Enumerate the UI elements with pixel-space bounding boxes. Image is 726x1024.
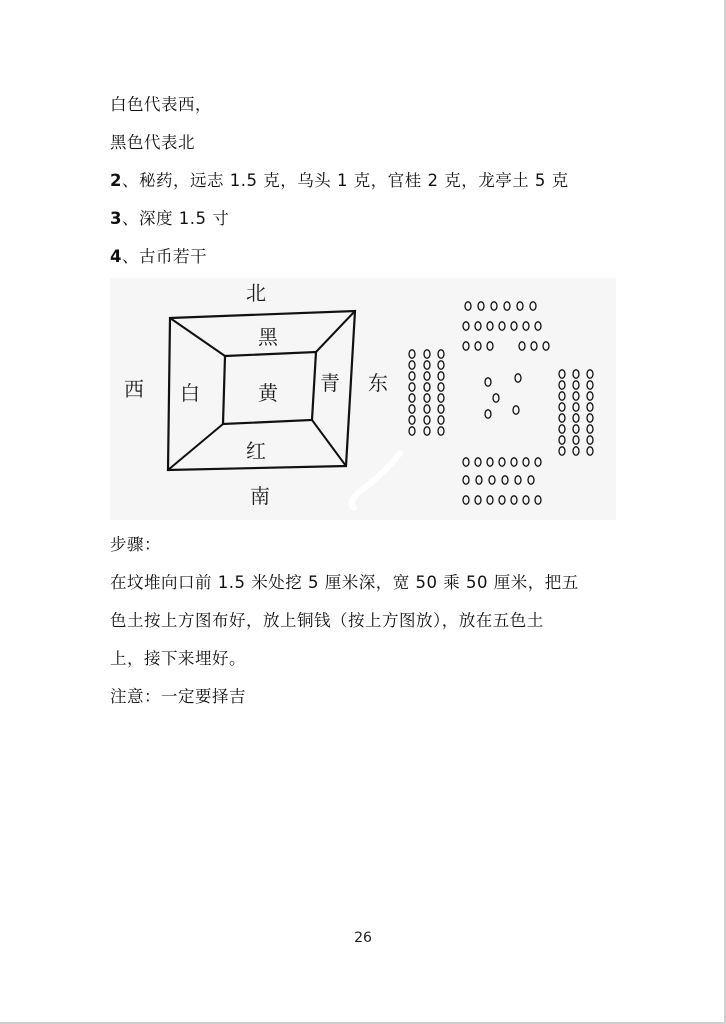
label-south: 南 [250,484,270,508]
coin [424,394,430,402]
coin [587,425,593,433]
coin [463,458,469,466]
coin [424,361,430,369]
white-smear [352,453,400,508]
list-text: 、古币若干 [121,247,207,266]
label-cyan: 青 [320,371,340,395]
five-color-soil-diagram [110,278,616,520]
diagram-svg [110,278,616,520]
coin [424,372,430,380]
coin [485,410,491,418]
coin [424,416,430,424]
list-item-3 [110,209,229,229]
coin [559,403,565,411]
coin [465,302,471,310]
coin [573,403,579,411]
coin [530,302,536,310]
coin [438,405,444,413]
coin [587,403,593,411]
coin [438,416,444,424]
coin [587,436,593,444]
coin [463,476,469,484]
coin [528,476,534,484]
coin [409,350,415,358]
coin [587,370,593,378]
label-west: 西 [124,377,144,401]
coin [489,476,495,484]
coin [409,383,415,391]
coin [493,394,499,402]
coin [475,458,481,466]
note-line: 注意：一定要择吉 [110,687,246,706]
label-north: 北 [246,281,266,305]
coin [517,302,523,310]
coin [535,322,541,330]
coin [424,383,430,391]
coin [475,496,481,504]
label-red: 红 [246,439,266,463]
coin [587,414,593,422]
coin [409,416,415,424]
coin [511,496,517,504]
coin [515,374,521,382]
coin [523,496,529,504]
page-number: 26 [354,930,372,946]
list-number: 2 [110,171,122,190]
coin [424,350,430,358]
label-black: 黑 [258,325,278,349]
coin [513,406,519,414]
coin [499,322,505,330]
coin [409,405,415,413]
coin [559,392,565,400]
coin [409,372,415,380]
list-number: 3 [110,209,122,228]
list-item-4 [110,247,207,267]
text-line-black-north: 黑色代表北 [110,133,195,152]
coin [511,322,517,330]
coin [559,414,565,422]
coin [463,342,469,350]
coin [535,496,541,504]
coin [485,378,491,386]
coin [535,458,541,466]
coin [499,458,505,466]
coin [531,342,537,350]
coin [409,427,415,435]
coin [463,322,469,330]
label-east: 东 [368,371,388,395]
coin [504,302,510,310]
coin [438,372,444,380]
coin [573,436,579,444]
label-yellow: 黄 [258,381,278,405]
coin-layout [409,302,593,504]
coin [587,447,593,455]
coin [475,342,481,350]
coin [587,392,593,400]
list-text: 、秘药，远志 1.5 克，乌头 1 克，官桂 2 克，龙亭土 5 克 [121,171,569,190]
coin [511,458,517,466]
coin [487,458,493,466]
coin [438,394,444,402]
diagonal-sw [168,424,223,470]
coin [573,392,579,400]
coin [559,425,565,433]
coin [523,322,529,330]
diagonal-nw [170,318,225,356]
coin [463,496,469,504]
coin [543,342,549,350]
coin [409,361,415,369]
coin [476,476,482,484]
coin [424,427,430,435]
coin [523,458,529,466]
coin [587,381,593,389]
coin [573,425,579,433]
label-white: 白 [180,381,200,405]
coin [573,447,579,455]
text-line-white-west: 白色代表西， [110,95,212,114]
coin [438,350,444,358]
coin [478,302,484,310]
coin [573,414,579,422]
coin [559,370,565,378]
coin [491,302,497,310]
coin [515,476,521,484]
coin [573,381,579,389]
coin [487,342,493,350]
steps-paragraph-line-1: 在坟堆向口前 1.5 米处挖 5 厘米深，宽 50 乘 50 厘米，把五 [110,573,579,592]
coin [438,383,444,391]
steps-heading: 步骤： [110,535,161,554]
list-text: 、深度 1.5 寸 [121,209,230,228]
coin [573,370,579,378]
steps-paragraph-line-2: 色土按上方图布好，放上铜钱（按上方图放），放在五色土 [110,611,544,630]
coin [424,405,430,413]
coin [559,447,565,455]
coin [487,496,493,504]
steps-paragraph-line-3: 上，接下来埋好。 [110,649,246,668]
list-item-2 [110,171,569,191]
coin [519,342,525,350]
diagonal-ne [316,311,355,352]
coin [502,476,508,484]
diagonal-se [312,420,346,466]
list-number: 4 [110,247,122,266]
coin [438,427,444,435]
coin [499,496,505,504]
coin [559,381,565,389]
coin [409,394,415,402]
coin [438,361,444,369]
coin [475,322,481,330]
coin [559,436,565,444]
coin [487,322,493,330]
